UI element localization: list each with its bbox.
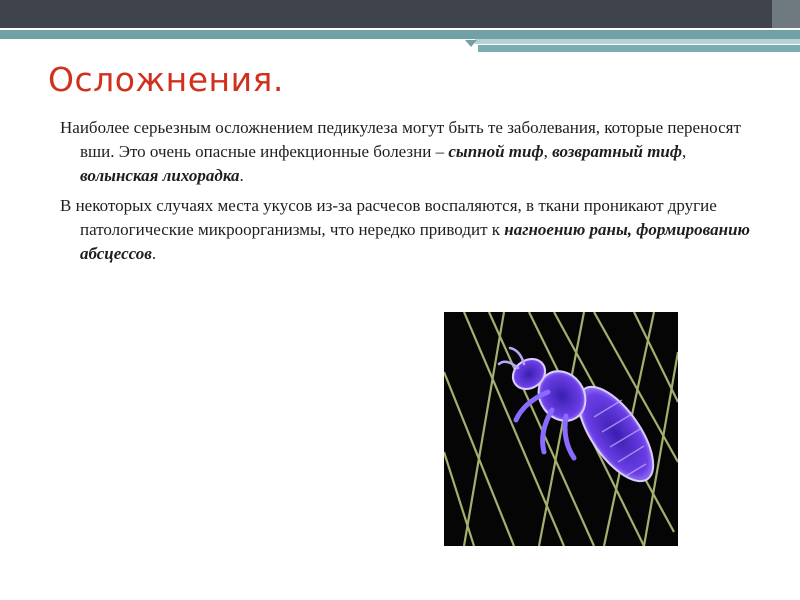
period: . [239, 166, 244, 185]
teal-stripe-lower [478, 45, 800, 52]
top-bar-accent [772, 0, 800, 28]
disease-trench-fever: волынская лихорадка [80, 166, 240, 185]
paragraph-bites [60, 194, 760, 266]
louse-illustration [444, 312, 678, 546]
slide-title: Осложнения. [48, 60, 284, 99]
separator: , [543, 142, 553, 161]
top-bar [0, 0, 800, 28]
louse-photo [444, 312, 678, 546]
paragraph-text: В некоторых случаях места укусов из-за расчесов воспаляются, в ткани проникают другие патологические микроорганизмы, что нередко приводит к [60, 196, 717, 239]
slide-body [60, 116, 760, 272]
stripe-notch [465, 40, 477, 47]
paragraph-diseases [60, 116, 760, 188]
separator: , [682, 142, 687, 161]
complication-emphasis: нагноению раны, формированию абсцессов [80, 220, 750, 263]
disease-typhus: сыпной тиф [448, 142, 544, 161]
period: . [151, 244, 157, 263]
teal-stripe [0, 30, 800, 39]
disease-relapsing-fever: возвратный тиф [552, 142, 683, 161]
paragraph-text: Наиболее серьезным осложнением педикулеза могут быть те заболевания, которые переносят вши. Это очень опасные инфекционные болезни – [60, 118, 741, 161]
light-stripe [475, 39, 800, 44]
